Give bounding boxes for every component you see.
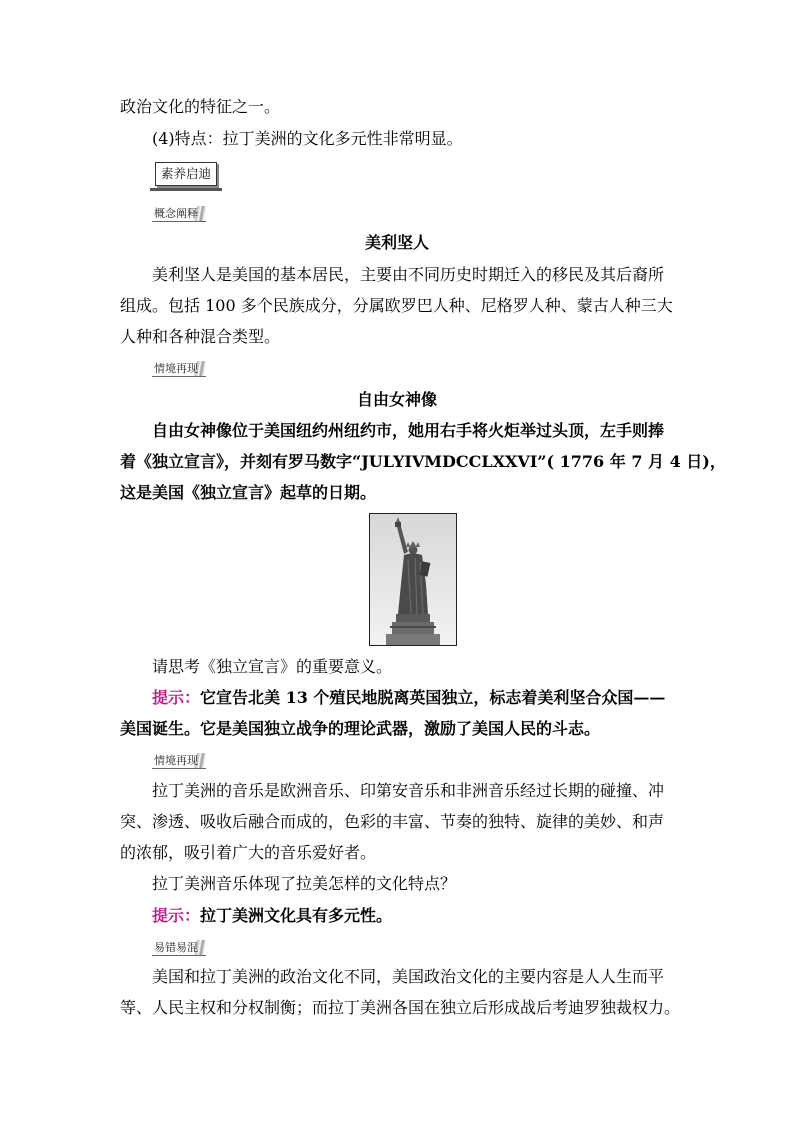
section-label-box: 素养启迪 [155,162,217,186]
hint-label: 提示： [152,688,201,707]
question-line: 拉丁美洲音乐体现了拉美怎样的文化特点？ [152,874,457,893]
text-line: 人种和各种混合类型。 [120,327,281,346]
answer-text: 它宣告北美 13 个殖民地脱离英国独立，标志着美利坚合众国—— [200,688,666,707]
mistake-tag: 易错易混 [152,940,206,956]
text-line: 等、人民主权和分权制衡；而拉丁美洲各国在独立后形成战后考迪罗独裁权力。 [120,998,681,1017]
question-line: 请思考《独立宣言》的重要意义。 [152,657,393,676]
text-line: 这是美国《独立宣言》起草的日期。 [120,483,377,502]
answer-line [152,688,712,708]
text-line: 组成。包括 100 多个民族成分，分属欧罗巴人种、尼格罗人种、蒙古人种三大 [120,296,673,315]
heading-statue: 自由女神像 [356,390,437,409]
heading-americans: 美利坚人 [364,233,429,252]
text-line: 美国和拉丁美洲的政治文化不同，美国政治文化的主要内容是人人生而平 [152,967,665,986]
text-line: (4)特点：拉丁美洲的文化多元性非常明显。 [152,129,463,148]
text-line: 美利坚人是美国的基本居民，主要由不同历史时期迁入的移民及其后裔所 [152,265,665,284]
hint-label: 提示： [152,906,201,925]
text-line: 着《独立宣言》，并刻有罗马数字“JULYIVMDCCLXXVI”( 1776 年 7 月 4 日)， [120,452,726,471]
context-tag: 情境再现 [152,361,206,377]
text-line: 自由女神像位于美国纽约州纽约市，她用右手将火炬举过头顶，左手则捧 [152,421,665,440]
text-line: 突、渗透、吸收后融合而成的，色彩的丰富、节奏的独特、旋律的美妙、和声 [120,812,665,831]
text-line: 拉丁美洲的音乐是欧洲音乐、印第安音乐和非洲音乐经过长期的碰撞、冲 [152,781,665,800]
concept-tag: 概念阐释 [152,206,206,222]
statue-of-liberty-photo [369,513,457,646]
answer-line [152,906,712,926]
text-line: 的浓郁，吸引着广大的音乐爱好者。 [120,843,377,862]
answer-text: 拉丁美洲文化具有多元性。 [200,906,393,925]
text-line: 政治文化的特征之一。 [120,97,281,116]
context-tag: 情境再现 [152,753,206,769]
answer-line: 美国诞生。它是美国独立战争的理论武器，激励了美国人民的斗志。 [120,719,601,738]
